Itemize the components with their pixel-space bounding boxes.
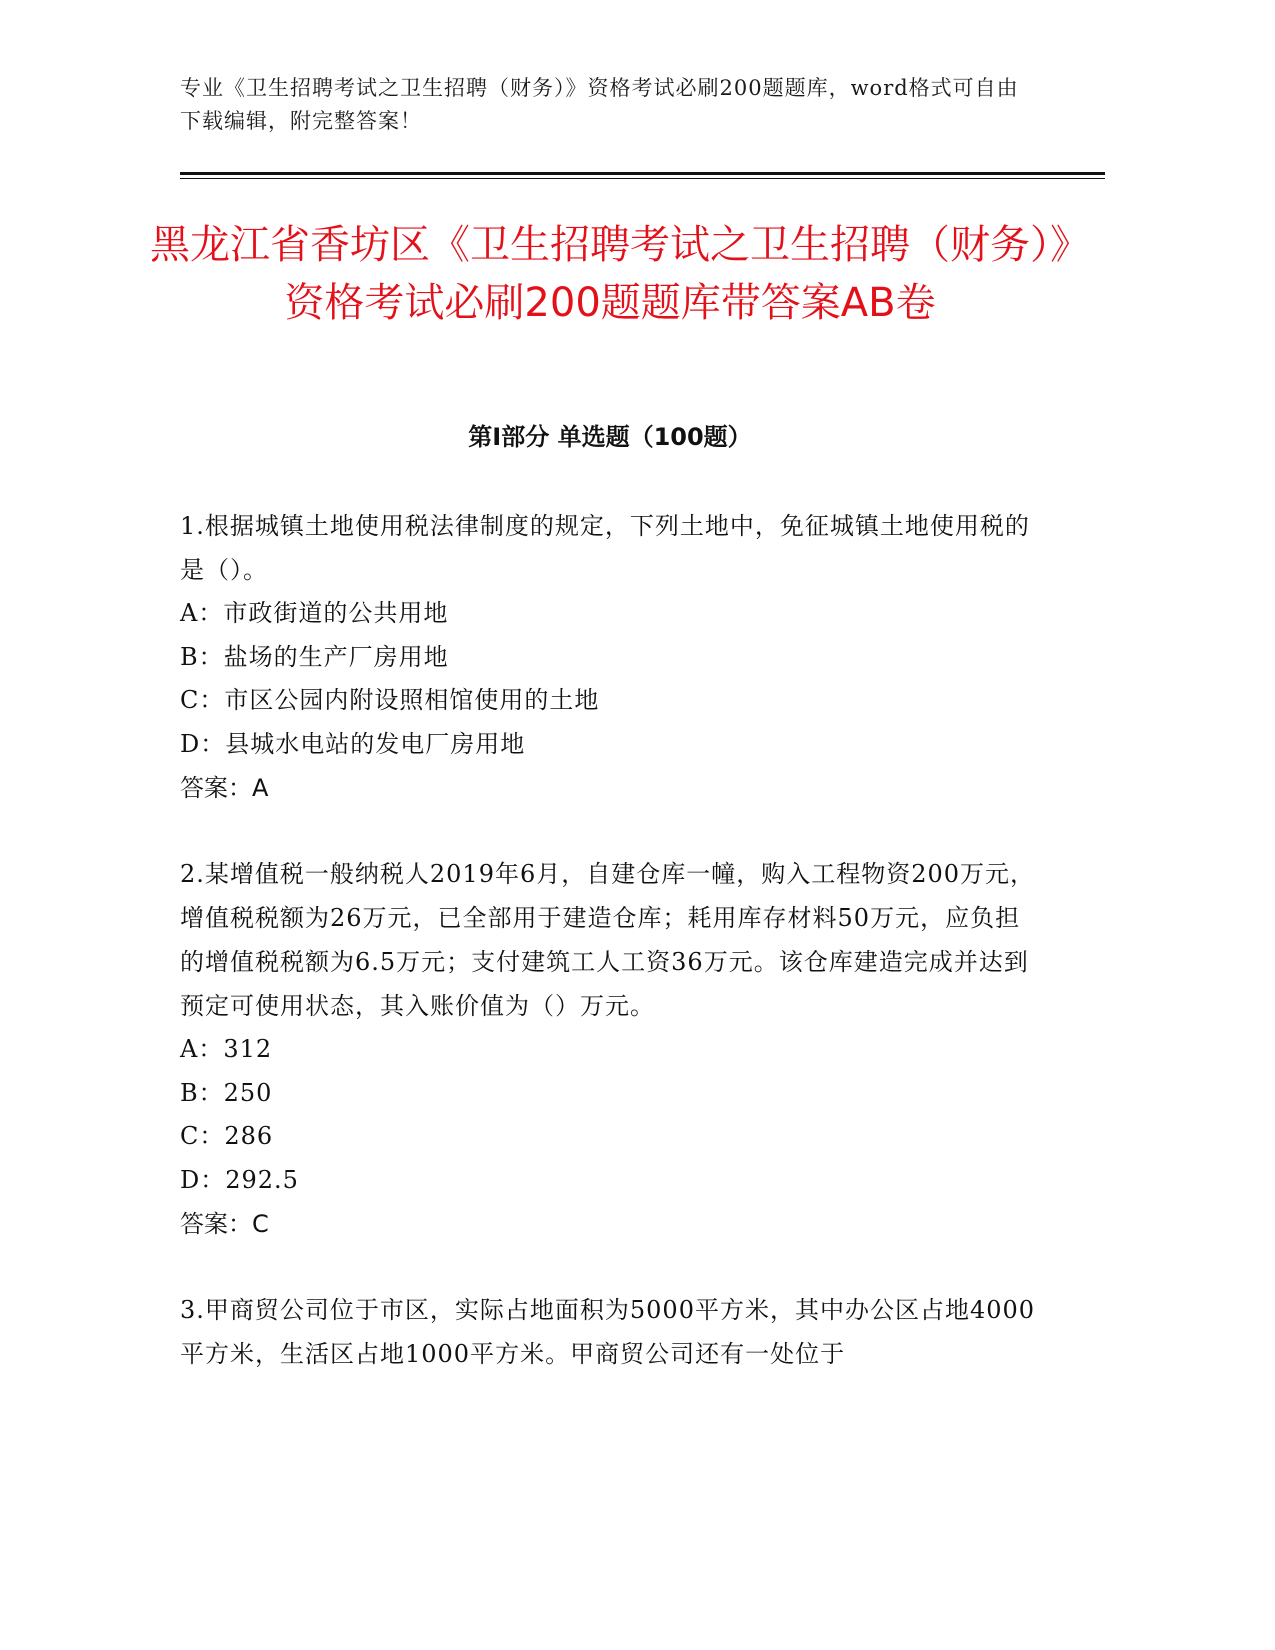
question-2 xyxy=(180,852,1040,1246)
option-d: D：292.5 xyxy=(180,1165,299,1194)
header-note: 专业《卫生招聘考试之卫生招聘（财务）》资格考试必刷200题题库，word格式可自由下载编辑，附完整答案！ xyxy=(180,76,1019,133)
header-rule-thick xyxy=(180,172,1105,175)
option-c: C：市区公园内附设照相馆使用的土地 xyxy=(180,686,600,714)
option-b: B：盐场的生产厂房用地 xyxy=(180,642,449,671)
header-rule-thin xyxy=(180,178,1105,179)
question-3 xyxy=(180,1288,1040,1376)
option-a: A：市政街道的公共用地 xyxy=(180,599,449,627)
option-c: C：286 xyxy=(180,1122,274,1150)
option-d: D：县城水电站的发电厂房用地 xyxy=(180,729,526,758)
question-1 xyxy=(180,504,1040,810)
section-title: 第I部分 单选题（100题） xyxy=(468,423,752,451)
answer: 答案：A xyxy=(180,774,269,802)
question-stem: 3.甲商贸公司位于市区，实际占地面积为5000平方米，其中办公区占地4000平方米，生活区占地1000平方米。甲商贸公司还有一处位于 xyxy=(180,1296,1036,1368)
answer: 答案：C xyxy=(180,1210,269,1238)
option-b: B：250 xyxy=(180,1078,273,1107)
question-stem: 2.某增值税一般纳税人2019年6月，自建仓库一幢，购入工程物资200万元，增值税税额为26万元，已全部用于建造仓库；耗用库存材料50万元，应负担的增值税税额为6.5万元；支付建筑工人工资36万元。该仓库建造完成并达到预定可使用状态，其入账价值为（）万元。 xyxy=(180,860,1036,1020)
document-title: 黑龙江省香坊区《卫生招聘考试之卫生招聘（财务）》资格考试必刷200题题库带答案AB卷 xyxy=(150,222,1070,326)
option-a: A：312 xyxy=(180,1035,273,1063)
question-list xyxy=(180,504,1040,1418)
question-stem: 1.根据城镇土地使用税法律制度的规定，下列土地中，免征城镇土地使用税的是（）。 xyxy=(180,512,1030,584)
